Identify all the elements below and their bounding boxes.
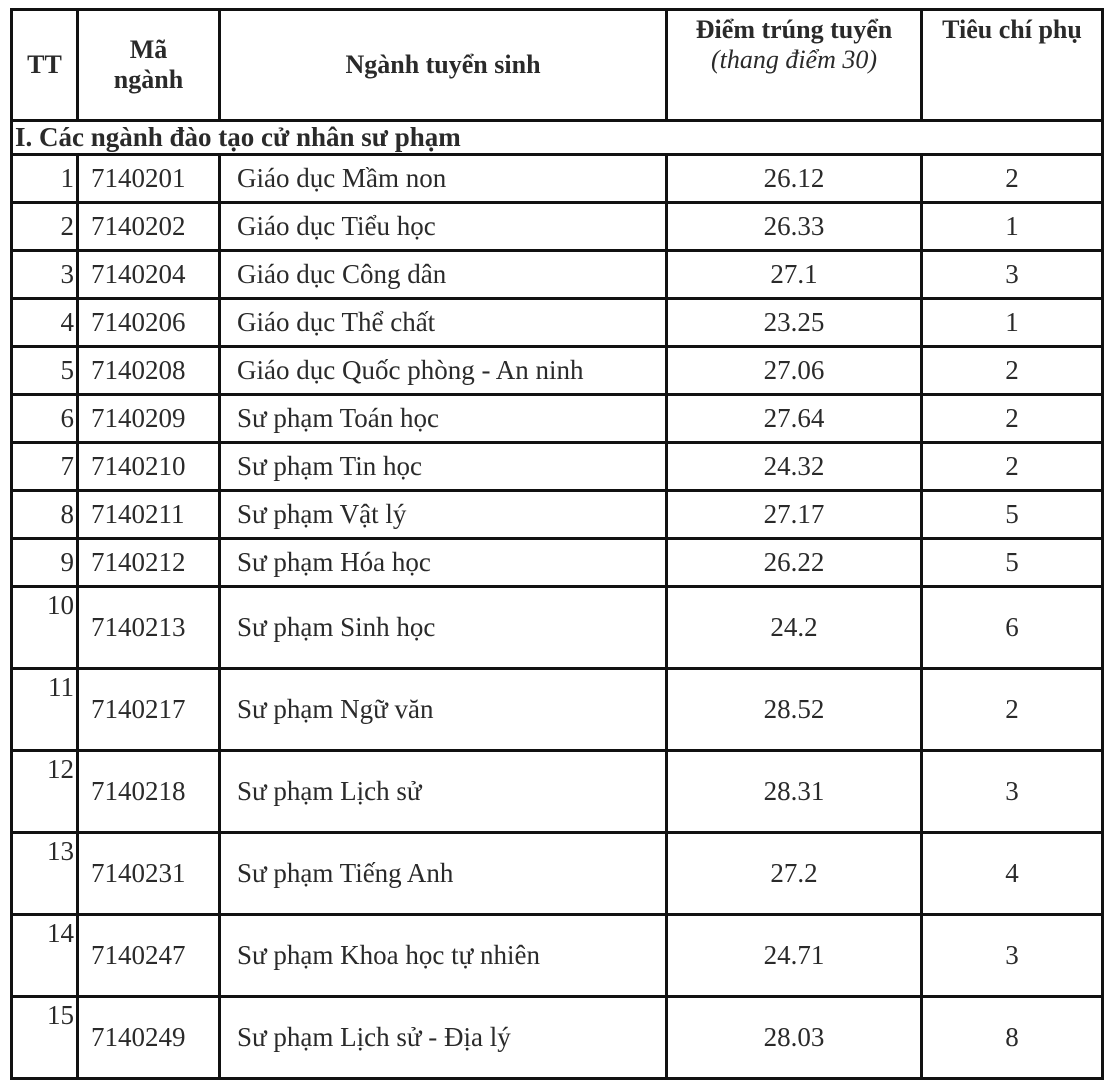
table-row — [12, 491, 1103, 539]
sub-criteria: 1 — [922, 299, 1103, 347]
sub-criteria: 6 — [922, 587, 1103, 669]
major-name: Sư phạm Sinh học — [220, 587, 667, 669]
major-name: Sư phạm Hóa học — [220, 539, 667, 587]
row-index: 8 — [12, 491, 78, 539]
major-name: Giáo dục Mầm non — [220, 155, 667, 203]
sub-criteria: 3 — [922, 251, 1103, 299]
major-name: Sư phạm Ngữ văn — [220, 669, 667, 751]
header-criteria: Tiêu chí phụ — [922, 10, 1103, 121]
header-tt: TT — [12, 10, 78, 121]
major-code: 7140211 — [78, 491, 220, 539]
admission-score: 24.2 — [667, 587, 922, 669]
sub-criteria: 2 — [922, 395, 1103, 443]
row-index: 14 — [12, 915, 78, 997]
major-name: Sư phạm Tiếng Anh — [220, 833, 667, 915]
admission-scores-table — [10, 8, 1104, 1080]
table-row — [12, 155, 1103, 203]
admission-score: 26.12 — [667, 155, 922, 203]
table-row — [12, 443, 1103, 491]
row-index: 10 — [12, 587, 78, 669]
row-index: 6 — [12, 395, 78, 443]
table-row — [12, 539, 1103, 587]
row-index: 13 — [12, 833, 78, 915]
admission-score: 27.17 — [667, 491, 922, 539]
admission-score: 23.25 — [667, 299, 922, 347]
sub-criteria: 8 — [922, 997, 1103, 1079]
table-row — [12, 915, 1103, 997]
table-row — [12, 587, 1103, 669]
major-code: 7140209 — [78, 395, 220, 443]
table-row — [12, 251, 1103, 299]
header-score — [667, 10, 922, 121]
admission-score: 28.52 — [667, 669, 922, 751]
row-index: 2 — [12, 203, 78, 251]
major-code: 7140249 — [78, 997, 220, 1079]
major-code: 7140212 — [78, 539, 220, 587]
admission-score: 26.22 — [667, 539, 922, 587]
major-name: Sư phạm Tin học — [220, 443, 667, 491]
row-index: 12 — [12, 751, 78, 833]
sub-criteria: 1 — [922, 203, 1103, 251]
sub-criteria: 2 — [922, 669, 1103, 751]
admission-score: 26.33 — [667, 203, 922, 251]
section-row — [12, 121, 1103, 155]
major-code: 7140208 — [78, 347, 220, 395]
header-score-scale: (thang điểm 30) — [710, 45, 878, 74]
table-row — [12, 299, 1103, 347]
table-row — [12, 395, 1103, 443]
major-name: Giáo dục Quốc phòng - An ninh — [220, 347, 667, 395]
sub-criteria: 2 — [922, 347, 1103, 395]
header-score-label: Điểm trúng tuyển — [695, 15, 893, 44]
row-index: 1 — [12, 155, 78, 203]
major-name: Sư phạm Khoa học tự nhiên — [220, 915, 667, 997]
major-code: 7140210 — [78, 443, 220, 491]
major-code: 7140213 — [78, 587, 220, 669]
major-name: Sư phạm Lịch sử - Địa lý — [220, 997, 667, 1079]
row-index: 4 — [12, 299, 78, 347]
table-row — [12, 997, 1103, 1079]
table-row — [12, 347, 1103, 395]
major-code: 7140202 — [78, 203, 220, 251]
major-code: 7140206 — [78, 299, 220, 347]
admission-score: 28.31 — [667, 751, 922, 833]
table-row — [12, 203, 1103, 251]
sub-criteria: 3 — [922, 751, 1103, 833]
sub-criteria: 3 — [922, 915, 1103, 997]
admission-score: 24.71 — [667, 915, 922, 997]
section-title: I. Các ngành đào tạo cử nhân sư phạm — [12, 121, 1103, 155]
sub-criteria: 2 — [922, 155, 1103, 203]
sub-criteria: 4 — [922, 833, 1103, 915]
major-name: Sư phạm Toán học — [220, 395, 667, 443]
sub-criteria: 5 — [922, 491, 1103, 539]
major-name: Sư phạm Lịch sử — [220, 751, 667, 833]
header-row — [12, 10, 1103, 121]
major-code: 7140247 — [78, 915, 220, 997]
major-code: 7140204 — [78, 251, 220, 299]
header-name: Ngành tuyển sinh — [220, 10, 667, 121]
major-name: Giáo dục Tiểu học — [220, 203, 667, 251]
admission-score: 27.64 — [667, 395, 922, 443]
row-index: 3 — [12, 251, 78, 299]
major-code: 7140218 — [78, 751, 220, 833]
header-code: Mã ngành — [78, 10, 220, 121]
table-row — [12, 833, 1103, 915]
admission-score: 27.2 — [667, 833, 922, 915]
major-code: 7140201 — [78, 155, 220, 203]
major-code: 7140217 — [78, 669, 220, 751]
admission-score: 27.1 — [667, 251, 922, 299]
admission-score: 28.03 — [667, 997, 922, 1079]
major-name: Giáo dục Công dân — [220, 251, 667, 299]
table-row — [12, 669, 1103, 751]
table-row — [12, 751, 1103, 833]
row-index: 7 — [12, 443, 78, 491]
row-index: 5 — [12, 347, 78, 395]
major-name: Sư phạm Vật lý — [220, 491, 667, 539]
row-index: 15 — [12, 997, 78, 1079]
major-name: Giáo dục Thể chất — [220, 299, 667, 347]
admission-score: 24.32 — [667, 443, 922, 491]
admission-score: 27.06 — [667, 347, 922, 395]
sub-criteria: 5 — [922, 539, 1103, 587]
row-index: 11 — [12, 669, 78, 751]
major-code: 7140231 — [78, 833, 220, 915]
row-index: 9 — [12, 539, 78, 587]
sub-criteria: 2 — [922, 443, 1103, 491]
